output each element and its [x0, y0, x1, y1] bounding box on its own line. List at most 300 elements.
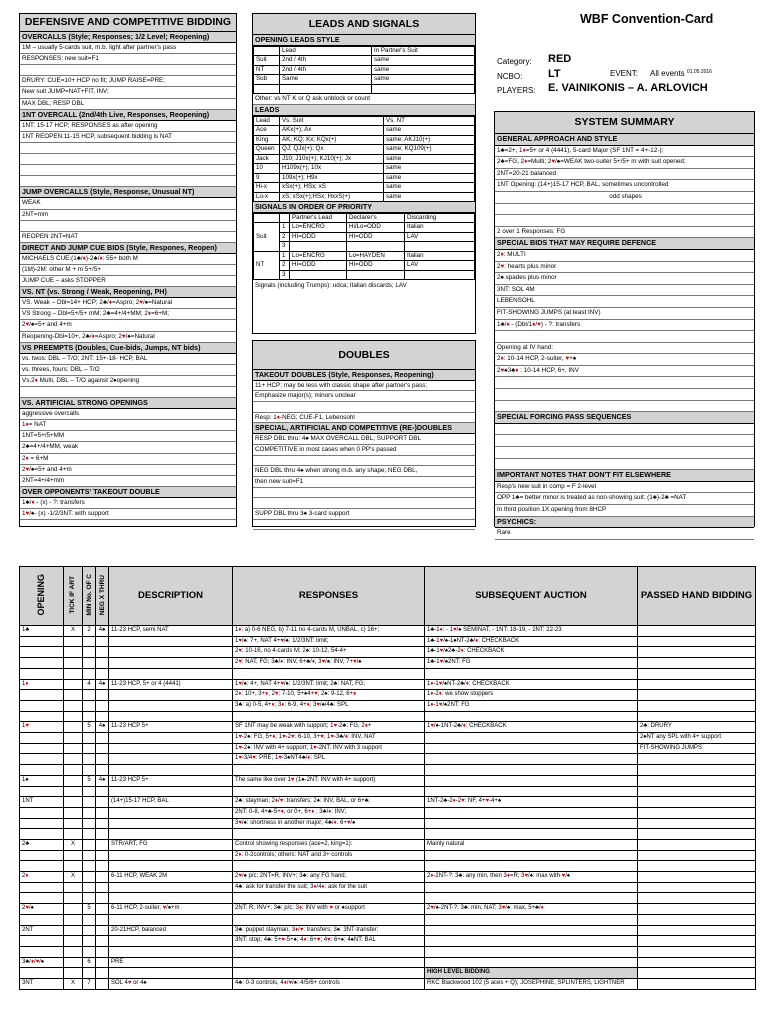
- header-min-cards: MIN No. OF C: [83, 567, 96, 626]
- subsequent-cell: [425, 829, 638, 840]
- description-cell: [109, 636, 233, 647]
- text-line: VS Strong – Dbl=5+/5+ mM; 2♣=4+/4+MM; 2♦=6+M;: [20, 309, 236, 320]
- responses-cell: 4♣: ask for transfer the suit; 3♦/4♦: ask for the suit: [233, 882, 425, 893]
- leads-header: LEADS: [253, 105, 475, 116]
- style-cell: Sub: [254, 75, 280, 85]
- subsequent-cell: Mainly natural: [425, 839, 638, 850]
- text-line: Vs.2♦ Multi, DBL – T/O against 2♠opening: [20, 376, 236, 387]
- signals-group-label: Suit: [254, 223, 280, 252]
- min-cards-cell: [83, 765, 96, 776]
- opening-row: [20, 807, 756, 818]
- style-cell: [254, 84, 280, 94]
- section-header: VS. NT (vs. Strong / Weak, Reopening, PH): [20, 287, 236, 298]
- responses-cell: 2♦: 10+, 3+♦; 2♥: 7-10, 5+♠4+♥; 2♠: 9-12, 6+♦: [233, 690, 425, 701]
- signals-cell: Italian: [405, 251, 475, 261]
- description-cell: [109, 647, 233, 658]
- description-cell: [109, 690, 233, 701]
- signals-table: [253, 213, 475, 281]
- text-line: 1NT=5+/5+MM: [20, 431, 236, 442]
- tick-cell: [64, 893, 83, 904]
- text-line: vs. threes, fours: DBL – T/O: [20, 365, 236, 376]
- subsequent-cell: [425, 765, 638, 776]
- tick-cell: [64, 914, 83, 925]
- subsequent-cell: 1NT-2♣-2♦-2♥: NF, 4+♥-4+♠: [425, 797, 638, 808]
- text-line: In third position 1X opening from 8HCP: [495, 505, 754, 517]
- min-cards-cell: [83, 786, 96, 797]
- text-line: 11+ HCP; may be less with classic shape after partner's pass;: [253, 381, 475, 392]
- text-line: then new suit=F1: [253, 477, 475, 488]
- description-cell: [109, 882, 233, 893]
- text-line: [495, 435, 754, 447]
- responses-cell: 2NT: 0-8, 4+♣-5+♦, or 0+, 6+♦ ; 3♣/♦: INV;: [233, 807, 425, 818]
- system-summary-panel: [494, 111, 755, 537]
- ncbo-value: LT: [548, 68, 561, 80]
- text-line: SUPP DBL thru 3♠ 3-card support: [253, 509, 475, 520]
- leads-cell: same: [384, 126, 475, 136]
- min-cards-cell: [83, 636, 96, 647]
- min-cards-cell: 5: [83, 775, 96, 786]
- signals-cell: [405, 270, 475, 280]
- tick-cell: [64, 807, 83, 818]
- min-cards-cell: [83, 647, 96, 658]
- responses-cell: 1♥/♠: 7+, NAT 4+♥/♠; 1/2/3NT: limit;: [233, 636, 425, 647]
- category-value: RED: [548, 53, 572, 65]
- leads-cell: Lo-x: [254, 192, 280, 202]
- passed-hand-cell: [638, 679, 756, 690]
- text-line: VS. Weak – Dbl=14+ HCP; 2♣/♦=Aspro; 2♥/♠=Natural: [20, 298, 236, 309]
- text-line: [20, 387, 236, 398]
- tick-cell: [64, 775, 83, 786]
- min-cards-cell: [83, 711, 96, 722]
- description-cell: [109, 936, 233, 947]
- passed-hand-cell: [638, 904, 756, 915]
- passed-hand-cell: [638, 626, 756, 637]
- subsequent-cell: [425, 775, 638, 786]
- passed-hand-cell: [638, 936, 756, 947]
- opening-cell: [20, 765, 64, 776]
- subsequent-cell: 2♦-2NT-?: 3♣: any min, then 3♦=R; 3♥/♠: max with ♥/♠: [425, 872, 638, 883]
- leads-cell: 109x(+); H9x: [280, 173, 384, 183]
- tick-cell: X: [64, 979, 83, 990]
- opening-row: [20, 839, 756, 850]
- passed-hand-cell: [638, 700, 756, 711]
- opening-cell: [20, 807, 64, 818]
- tick-cell: [64, 850, 83, 861]
- opening-row: [20, 636, 756, 647]
- min-cards-cell: [83, 733, 96, 744]
- text-line: [495, 377, 754, 389]
- opening-cell: [20, 743, 64, 754]
- style-cell: Suit: [254, 56, 280, 66]
- players-label: PLAYERS:: [497, 86, 536, 95]
- tick-cell: [64, 722, 83, 733]
- opening-row: [20, 936, 756, 947]
- signals-row: [254, 242, 475, 252]
- ncbo-label: NCBO:: [497, 72, 523, 81]
- min-cards-cell: [83, 882, 96, 893]
- neg-x-cell: [96, 797, 109, 808]
- signals-col-header: [254, 213, 280, 223]
- style-row: [254, 65, 475, 75]
- neg-x-cell: [96, 668, 109, 679]
- text-line: 2♣=FG, 2♦=Multi; 2♥/♠=WEAK two-suiter 5+/5+ m with suit opened;: [495, 157, 754, 169]
- neg-x-cell: 4♠: [96, 679, 109, 690]
- leads-cell: Jack: [254, 154, 280, 164]
- neg-x-cell: [96, 893, 109, 904]
- signals-header: SIGNALS IN ORDER OF PRIORITY: [253, 202, 475, 213]
- text-line: 2♦: 10-14 HCP, 2-suiter, ♥+♠: [495, 354, 754, 366]
- opening-row: [20, 722, 756, 733]
- text-line: odd shapes: [495, 192, 754, 204]
- opening-cell: [20, 850, 64, 861]
- header-passed-hand-bidding: PASSED HAND BIDDING: [638, 567, 756, 626]
- style-cell: NT: [254, 65, 280, 75]
- card-title: WBF Convention-Card: [580, 12, 714, 26]
- tick-cell: [64, 733, 83, 744]
- leads-cell: QJ; QJx(+); Qx: [280, 145, 384, 155]
- description-cell: [109, 743, 233, 754]
- subsequent-cell: 1♣-1♥/♠-1♠NT-2♣/♦: CHECKBACK: [425, 636, 638, 647]
- subsequent-cell: 1♣-1♥/♠2♣-2♦: CHECKBACK: [425, 647, 638, 658]
- section-header: IMPORTANT NOTES THAT DON'T FIT ELSEWHERE: [495, 470, 754, 482]
- responses-cell: [233, 946, 425, 957]
- passed-hand-cell: [638, 754, 756, 765]
- neg-x-cell: [96, 829, 109, 840]
- tick-cell: [64, 668, 83, 679]
- text-line: [20, 165, 236, 176]
- subsequent-cell: RKC Blackwood 102 (5 aces + Q); JOSEPHINE, SPLINTERS, LIGHTNER: [425, 979, 638, 990]
- description-cell: [109, 807, 233, 818]
- tick-cell: [64, 957, 83, 968]
- text-line: 1NT Opening: (14+)15-17 HCP, BAL, sometimes uncontrolled: [495, 180, 754, 192]
- passed-hand-cell: FIT-SHOWING JUMPS: [638, 743, 756, 754]
- text-line: 2♥/♠=5+ and 4+m: [20, 320, 236, 331]
- signals-row: [254, 251, 475, 261]
- responses-cell: 2♥: 10-16, no 4-cards M; 2♠: 10-12, 54-4+: [233, 647, 425, 658]
- opening-row: [20, 711, 756, 722]
- passed-hand-cell: [638, 818, 756, 829]
- min-cards-cell: [83, 893, 96, 904]
- text-line: [495, 389, 754, 401]
- text-line: [495, 204, 754, 216]
- subsequent-cell: [425, 882, 638, 893]
- section-header: VS PREEMPTS (Doubles, Cue-bids, Jumps, NT bids): [20, 343, 236, 354]
- text-line: [495, 331, 754, 343]
- neg-x-cell: [96, 743, 109, 754]
- tick-cell: [64, 754, 83, 765]
- leads-row: [254, 192, 475, 202]
- passed-hand-cell: 2♣: DRURY: [638, 722, 756, 733]
- min-cards-cell: [83, 872, 96, 883]
- passed-hand-cell: [638, 946, 756, 957]
- opening-cell: [20, 829, 64, 840]
- section-header: OVER OPPONENTS' TAKEOUT DOUBLE: [20, 487, 236, 498]
- neg-x-cell: [96, 957, 109, 968]
- header-neg-x-thru: NEG X THRU: [96, 567, 109, 626]
- leads-col-header: Vs. NT: [384, 116, 475, 126]
- opening-row: [20, 668, 756, 679]
- opening-cell: [20, 893, 64, 904]
- style-cell: [280, 84, 372, 94]
- opening-row: [20, 700, 756, 711]
- description-cell: 11-23 HCP, 5+ or 4 (4441): [109, 679, 233, 690]
- neg-x-cell: [96, 872, 109, 883]
- opening-cell: [20, 946, 64, 957]
- leads-cell: J10; J10x(+); KJ10(+); Jx: [280, 154, 384, 164]
- signals-cell: 1: [280, 223, 290, 233]
- responses-cell: 1♥/♠: 4+, NAT 4+♥/♠; 1/2/3NT: limit; 2♣: NAT, FG;: [233, 679, 425, 690]
- neg-x-cell: [96, 754, 109, 765]
- text-line: 2NT=4+/4+mm: [20, 476, 236, 487]
- leads-cell: xSx(+); HSx; xS: [280, 183, 384, 193]
- opening-row: [20, 797, 756, 808]
- passed-hand-cell: [638, 668, 756, 679]
- opening-cell: [20, 733, 64, 744]
- signals-cell: [290, 242, 347, 252]
- tick-cell: [64, 968, 83, 979]
- section-header: SPECIAL FORCING PASS SEQUENCES: [495, 412, 754, 424]
- min-cards-cell: [83, 861, 96, 872]
- text-line: 2♦: MULTI: [495, 250, 754, 262]
- leads-cell: Ace: [254, 126, 280, 136]
- subsequent-cell: [425, 914, 638, 925]
- description-cell: [109, 829, 233, 840]
- text-line: FIT-SHOWING JUMPS (at least INV): [495, 308, 754, 320]
- neg-x-cell: [96, 882, 109, 893]
- opening-leads-style-table: [253, 46, 475, 95]
- subsequent-cell: [425, 668, 638, 679]
- signals-note: Signals (including Trumps): udca; Italian discards; LAV: [255, 282, 407, 289]
- opening-row: [20, 882, 756, 893]
- leads-signals-panel: [252, 13, 476, 334]
- text-line: 1♣=2+, 1♦=5+ or 4 (4441), 5-card Major (SF 1NT = 4+-12-);: [495, 146, 754, 158]
- text-line: COMPETITIVE in most cases when 0 PP's passed: [253, 445, 475, 456]
- subsequent-cell: [425, 850, 638, 861]
- passed-hand-cell: [638, 711, 756, 722]
- header-responses: RESPONSES: [233, 567, 425, 626]
- style-cell: 2nd / 4th: [280, 56, 372, 66]
- text-line: [253, 498, 475, 509]
- section-header: 1NT OVERCALL (2nd/4th Live, Responses, Reopening): [20, 110, 236, 121]
- responses-cell: 1♥-2♠: FG, 5+♦; 1♥-2♥: 6-10, 3+♥; 1♥-3♣/♦: INV, NAT: [233, 733, 425, 744]
- style-cell: Same: [280, 75, 372, 85]
- opening-cell: [20, 658, 64, 669]
- signals-row: [254, 261, 475, 271]
- text-line: RESP DBL thru: 4♠ MAX OVERCALL DBL; SUPPORT DBL: [253, 434, 475, 445]
- section-header: JUMP OVERCALLS (Style, Response, Unusual NT): [20, 187, 236, 198]
- style-row: [254, 56, 475, 66]
- opening-row: [20, 861, 756, 872]
- neg-x-cell: [96, 818, 109, 829]
- description-cell: [109, 861, 233, 872]
- responses-cell: [233, 668, 425, 679]
- text-line: [495, 459, 754, 471]
- description-cell: SOL 4♥ or 4♠: [109, 979, 233, 990]
- description-cell: STR/ART, FG: [109, 839, 233, 850]
- opening-cell: 3NT: [20, 979, 64, 990]
- text-line: OPP 1♣= better minor is treated as non-showing suit: (1♣)-2♣ =NAT: [495, 493, 754, 505]
- signals-cell: HI=ODD: [347, 232, 405, 242]
- passed-hand-cell: [638, 829, 756, 840]
- text-line: 1♦= NAT: [20, 420, 236, 431]
- passed-hand-cell: [638, 882, 756, 893]
- responses-cell: 1♥-2♠: INV with 4+ support; 1♥-2NT: INV with 3 support: [233, 743, 425, 754]
- opening-cell: [20, 754, 64, 765]
- subsequent-cell: [425, 733, 638, 744]
- passed-hand-cell: [638, 797, 756, 808]
- opening-cell: [20, 936, 64, 947]
- text-line: Resp's new suit in comp = F 2-level: [495, 482, 754, 494]
- opening-row: [20, 872, 756, 883]
- event-label: EVENT:: [610, 69, 639, 78]
- leads-other-note: Other: vs NT K or Q ask unblock or count: [253, 94, 475, 105]
- text-line: MICHAELS CUE:(1♣/♦)-2♣/♦: 55+ both M: [20, 254, 236, 265]
- leads-cell: Hi-x: [254, 183, 280, 193]
- text-line: [253, 520, 475, 531]
- subsequent-cell: [425, 711, 638, 722]
- responses-cell: 2NT: R, INV+; 3♣: p/c; 3♦: INV with ♥ or ♠support: [233, 904, 425, 915]
- header-opening: OPENING: [20, 567, 64, 626]
- responses-cell: 2♣: stayman; 2♦/♥: transfers; 2♠: INV, BAL, or 6+♣;: [233, 797, 425, 808]
- section-header: SPECIAL, ARTIFICIAL AND COMPETITIVE (RE-)DOUBLES: [253, 423, 475, 434]
- signals-cell: [405, 242, 475, 252]
- passed-hand-cell: [638, 658, 756, 669]
- signals-cell: Hi/Lo=ODD: [347, 223, 405, 233]
- text-line: Rare: [495, 528, 754, 540]
- system-summary-rows: [495, 134, 754, 540]
- opening-cell: 2♥/♠: [20, 904, 64, 915]
- responses-cell: 2♦: 0-2controls; others: NAT and 3+ controls: [233, 850, 425, 861]
- passed-hand-cell: [638, 839, 756, 850]
- min-cards-cell: [83, 743, 96, 754]
- description-cell: [109, 818, 233, 829]
- subsequent-cell: 1♣-1♦: - 1♥/♠ SEMINAT, - 1NT: 18-19, - 2NT: 22-23: [425, 626, 638, 637]
- leads-cell: same; KQ109(+): [384, 145, 475, 155]
- opening-cell: [20, 968, 64, 979]
- description-cell: [109, 765, 233, 776]
- description-cell: 6-11 HCP, WEAK 2M: [109, 872, 233, 883]
- leads-table: [253, 116, 475, 203]
- neg-x-cell: [96, 850, 109, 861]
- subsequent-cell: 1♣-1♥/♠2NT: FG: [425, 658, 638, 669]
- responses-cell: The same like over 1♥ (1♠-2NT: INV with 4+ support): [233, 775, 425, 786]
- signals-row: [254, 270, 475, 280]
- neg-x-cell: [96, 765, 109, 776]
- responses-cell: [233, 914, 425, 925]
- neg-x-cell: [96, 936, 109, 947]
- tick-cell: [64, 829, 83, 840]
- signals-cell: [290, 270, 347, 280]
- leads-cell: King: [254, 135, 280, 145]
- min-cards-cell: 6: [83, 957, 96, 968]
- signals-cell: Italian: [405, 223, 475, 233]
- leads-row: [254, 173, 475, 183]
- opening-row: [20, 957, 756, 968]
- description-cell: [109, 658, 233, 669]
- opening-cell: 2♦: [20, 872, 64, 883]
- style-cell: [372, 84, 475, 94]
- min-cards-cell: [83, 668, 96, 679]
- min-cards-cell: 4: [83, 679, 96, 690]
- min-cards-cell: [83, 829, 96, 840]
- opening-cell: [20, 786, 64, 797]
- defensive-bidding-rows: [20, 32, 236, 520]
- leads-cell: xS; xSx(+);HSx; HxxS(+): [280, 192, 384, 202]
- opening-cell: [20, 914, 64, 925]
- passed-hand-cell: [638, 636, 756, 647]
- signals-cell: LAV: [405, 232, 475, 242]
- text-line: [253, 456, 475, 467]
- passed-hand-cell: [638, 914, 756, 925]
- neg-x-cell: [96, 914, 109, 925]
- text-line: 1♣/♦ - (x) - ?: transfers: [20, 498, 236, 509]
- tick-cell: [64, 904, 83, 915]
- passed-hand-cell: [638, 979, 756, 990]
- leads-cell: 10: [254, 164, 280, 174]
- opening-row: [20, 946, 756, 957]
- text-line: LEBENSOHL: [495, 296, 754, 308]
- passed-hand-cell: [638, 925, 756, 936]
- tick-cell: X: [64, 872, 83, 883]
- text-line: [20, 65, 236, 76]
- text-line: [495, 215, 754, 227]
- opening-row: [20, 775, 756, 786]
- section-header: GENERAL APPROACH AND STYLE: [495, 134, 754, 146]
- responses-cell: 3NT: stop; 4♣: 5+♥-5+♠; 4♦: 6+♥; 4♥: 6+♠; 4♠NT: BAL: [233, 936, 425, 947]
- leads-cell: same: [384, 164, 475, 174]
- min-cards-cell: 5: [83, 722, 96, 733]
- min-cards-cell: [83, 850, 96, 861]
- opening-row: [20, 818, 756, 829]
- leads-cell: same: [384, 183, 475, 193]
- subsequent-cell: [425, 743, 638, 754]
- style-cell: same: [372, 65, 475, 75]
- defensive-bidding-title: DEFENSIVE AND COMPETITIVE BIDDING: [20, 14, 236, 32]
- subsequent-cell: [425, 807, 638, 818]
- text-line: 2♦ = 6+M: [20, 454, 236, 465]
- signals-cell: 1: [280, 251, 290, 261]
- neg-x-cell: [96, 807, 109, 818]
- neg-x-cell: [96, 636, 109, 647]
- text-line: 2 over 1 Responses: FG: [495, 227, 754, 239]
- neg-x-cell: [96, 690, 109, 701]
- tick-cell: [64, 882, 83, 893]
- tick-cell: [64, 765, 83, 776]
- opening-cell: 3♣/♦/♥/♠: [20, 957, 64, 968]
- signals-col-header: Declarer's: [347, 213, 405, 223]
- leads-cell: 9: [254, 173, 280, 183]
- opening-row: [20, 979, 756, 990]
- text-line: 1M – usually 5-cards suit, m.b. light after partner's pass: [20, 43, 236, 54]
- text-line: DRURY: CUE=10+ HCP no fit; JUMP RAISE=PRE;: [20, 76, 236, 87]
- leads-row: [254, 135, 475, 145]
- style-col-header: [254, 46, 280, 56]
- responses-cell: [233, 893, 425, 904]
- description-cell: 11-23 HCP 5+: [109, 722, 233, 733]
- opening-row: [20, 925, 756, 936]
- opening-cell: 1♥: [20, 722, 64, 733]
- tick-cell: [64, 797, 83, 808]
- signals-cell: 3: [280, 242, 290, 252]
- neg-x-cell: 4♠: [96, 775, 109, 786]
- style-col-header: In Partner's Suit: [372, 46, 475, 56]
- responses-cell: 3♣: puppet stayman; 3♦/♥: transfers; 3♠: 3NT-transfer;: [233, 925, 425, 936]
- leads-col-header: Vs. Suit: [280, 116, 384, 126]
- min-cards-cell: [83, 925, 96, 936]
- header-subsequent-auction: SUBSEQUENT AUCTION: [425, 567, 638, 626]
- subsequent-cell: 1♥/♠-1NT-2♣/♦: CHECKBACK: [425, 722, 638, 733]
- text-line: Reopening-Dbl=10+, 2♣/♦=Aspro; 2♥/♠=Natural: [20, 332, 236, 343]
